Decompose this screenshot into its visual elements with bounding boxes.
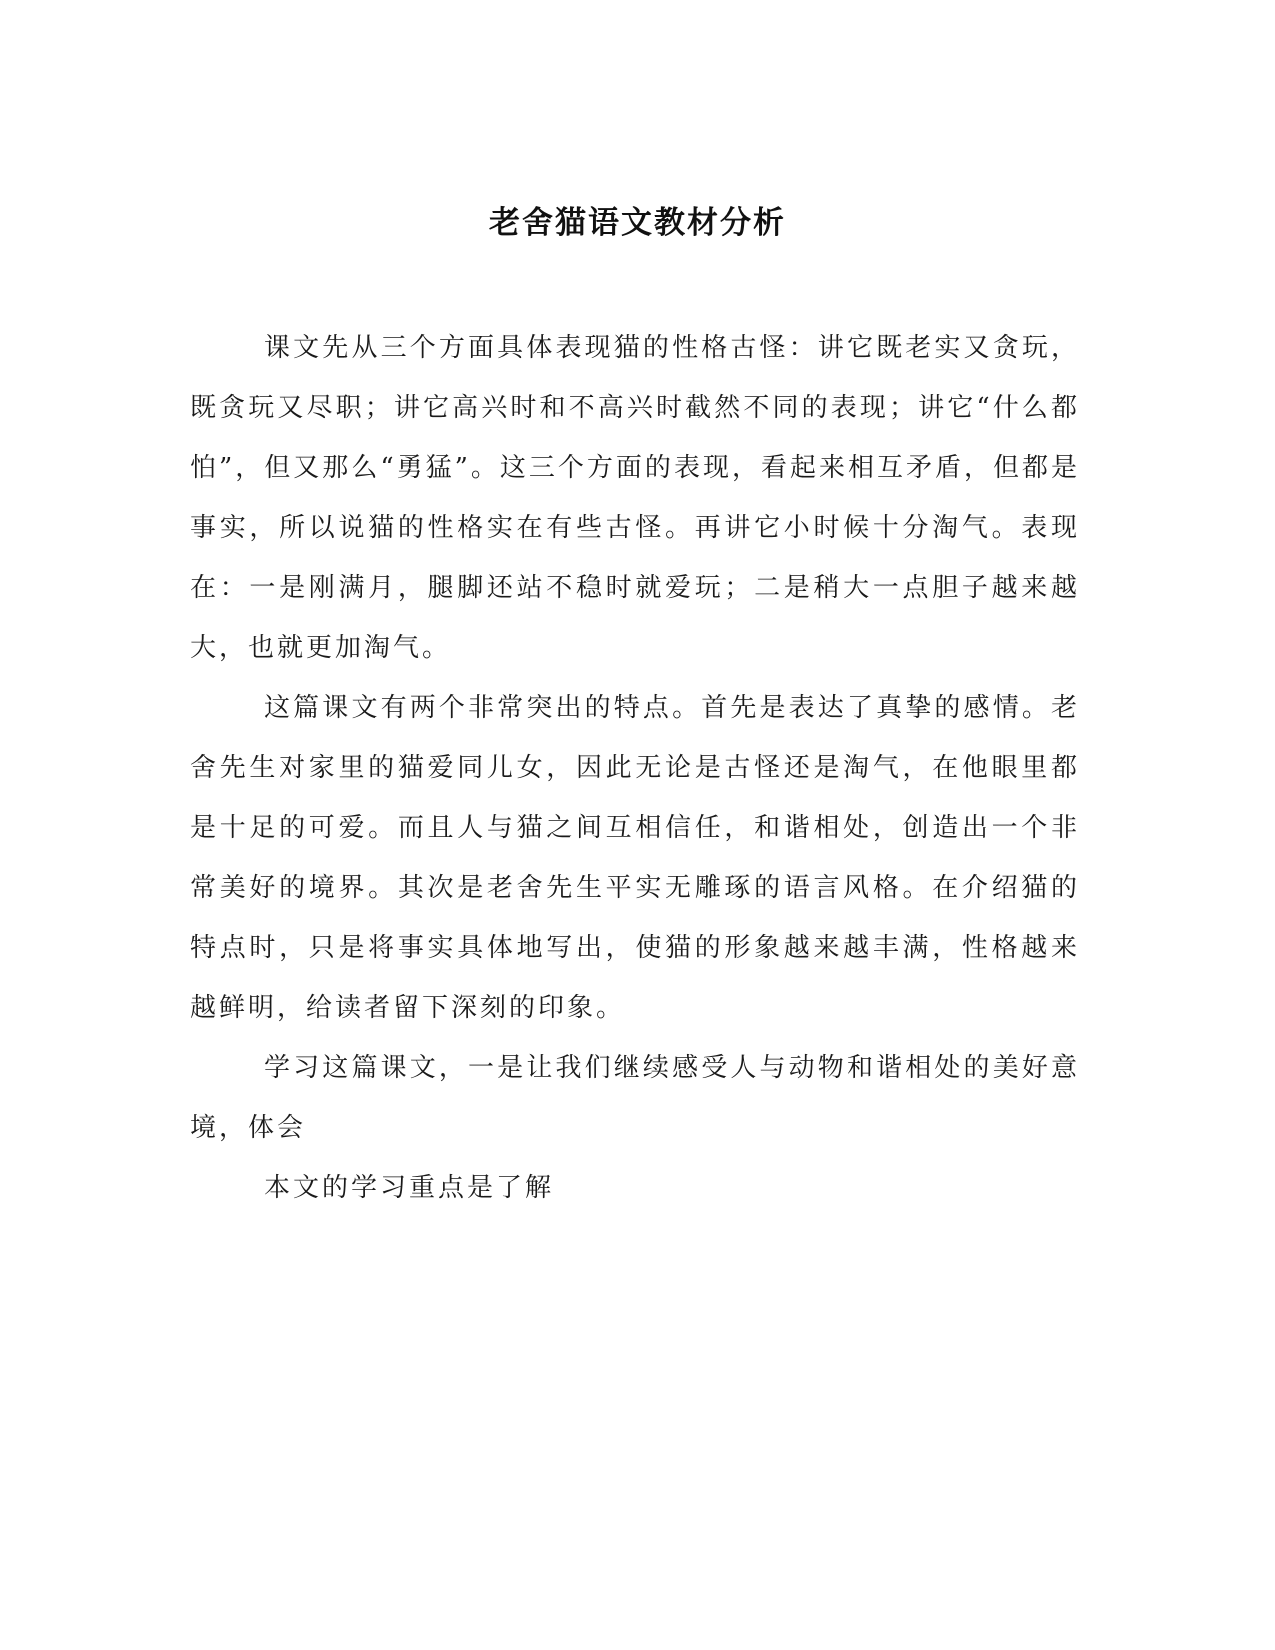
paragraph-1: 课文先从三个方面具体表现猫的性格古怪：讲它既老实又贪玩，既贪玩又尽职；讲它高兴时和不高兴时截然不同的表现；讲它“什么都怕”，但又那么“勇猛”。这三个方面的表现，看起来相互矛盾，但都是事实，所以说猫的性格实在有些古怪。再讲它小时候十分淘气。表现在：一是刚满月，腿脚还站不稳时就爱玩；二是稍大一点胆子越来越大，也就更加淘气。 bbox=[190, 333, 1080, 663]
paragraph-2: 这篇课文有两个非常突出的特点。首先是表达了真挚的感情。老舍先生对家里的猫爱同儿女，因此无论是古怪还是淘气，在他眼里都是十足的可爱。而且人与猫之间互相信任，和谐相处，创造出一个非常美好的境界。其次是老舍先生平实无雕琢的语言风格。在介绍猫的特点时，只是将事实具体地写出，使猫的形象越来越丰满，性格越来越鲜明，给读者留下深刻的印象。 bbox=[190, 693, 1080, 1023]
paragraph-4: 本文的学习重点是了解 bbox=[264, 1173, 555, 1203]
document-title: 老舍猫语文教材分析 bbox=[489, 205, 786, 241]
paragraph-3: 学习这篇课文，一是让我们继续感受人与动物和谐相处的美好意境，体会 bbox=[190, 1053, 1080, 1143]
document-body bbox=[190, 318, 1080, 1218]
